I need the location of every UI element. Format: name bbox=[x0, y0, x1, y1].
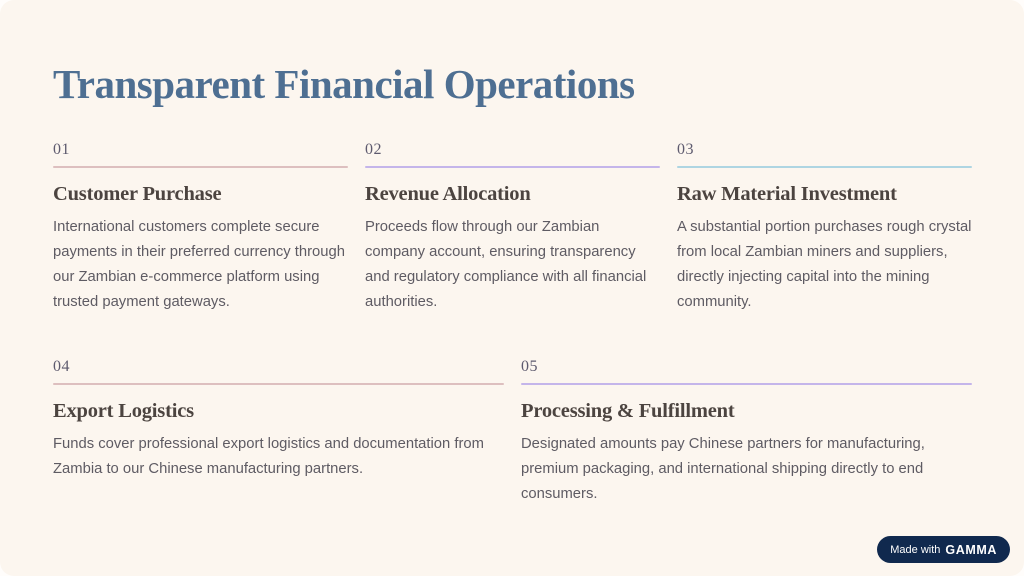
step-accent-rule bbox=[521, 383, 972, 385]
step-body: International customers complete secure payments in their preferred currency through our Zambian e-commerce platform using trusted payment gateways. bbox=[53, 219, 345, 310]
step-accent-rule bbox=[53, 383, 504, 385]
step-body: Designated amounts pay Chinese partners for manufacturing, premium packaging, and international shipping directly to end consumers. bbox=[521, 436, 925, 502]
made-with-label: Made with bbox=[890, 543, 941, 556]
step-number: 01 bbox=[53, 141, 70, 159]
step-card-05 bbox=[521, 358, 972, 506]
step-accent-rule bbox=[53, 166, 348, 168]
step-title: Export Logistics bbox=[53, 400, 194, 423]
step-accent-rule bbox=[677, 166, 972, 168]
step-number: 02 bbox=[365, 141, 382, 159]
step-card-01 bbox=[53, 141, 348, 314]
steps-row-top bbox=[53, 141, 972, 314]
step-title: Revenue Allocation bbox=[365, 183, 531, 206]
step-body: Funds cover professional export logistics and documentation from Zambia to our Chinese manufacturing partners. bbox=[53, 436, 484, 478]
gamma-logo: GAMMA bbox=[945, 542, 997, 557]
step-title: Customer Purchase bbox=[53, 183, 222, 206]
page-title: Transparent Financial Operations bbox=[53, 61, 635, 107]
step-number: 04 bbox=[53, 358, 70, 376]
step-card-04 bbox=[53, 358, 504, 506]
step-card-02 bbox=[365, 141, 660, 314]
made-with-gamma-badge[interactable] bbox=[877, 536, 1010, 563]
step-title: Processing & Fulfillment bbox=[521, 400, 735, 423]
step-title: Raw Material Investment bbox=[677, 183, 897, 206]
slide-content bbox=[53, 0, 972, 507]
steps-row-bottom bbox=[53, 358, 972, 506]
step-number: 05 bbox=[521, 358, 538, 376]
step-number: 03 bbox=[677, 141, 694, 159]
step-body: Proceeds flow through our Zambian company account, ensuring transparency and regulatory compliance with all financial authorities. bbox=[365, 219, 647, 310]
step-body: A substantial portion purchases rough crystal from local Zambian miners and suppliers, directly injecting capital into the mining community. bbox=[677, 219, 972, 310]
step-card-03 bbox=[677, 141, 972, 314]
step-accent-rule bbox=[365, 166, 660, 168]
